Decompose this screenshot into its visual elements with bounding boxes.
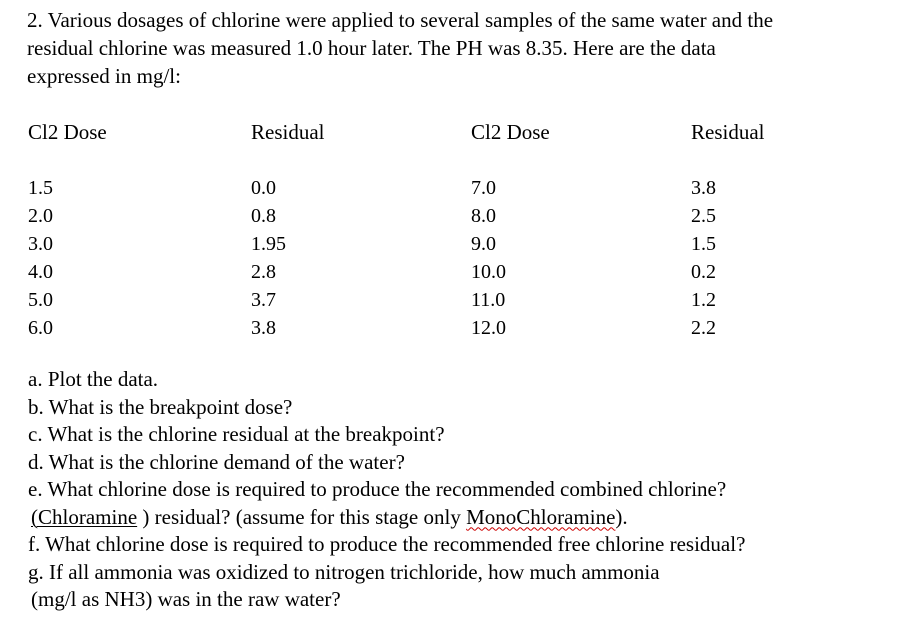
table-cell: 6.0 — [28, 317, 53, 339]
question-e-line-1: e. What chlorine dose is required to produce the recommended combined chlorine? — [28, 477, 727, 501]
table-cell: 1.5 — [28, 177, 53, 199]
column-residual-1 — [251, 174, 286, 342]
table-cell: 3.8 — [691, 177, 716, 199]
question-list — [28, 366, 745, 614]
table-cell: 0.8 — [251, 205, 276, 227]
table-cell: 1.95 — [251, 233, 286, 255]
table-cell: 5.0 — [28, 289, 53, 311]
question-c: c. What is the chlorine residual at the breakpoint? — [28, 422, 445, 446]
header-cl2-dose-1: Cl2 Dose — [28, 120, 107, 144]
header-residual-2: Residual — [691, 120, 765, 144]
table-cell: 0.2 — [691, 261, 716, 283]
table-cell: 3.7 — [251, 289, 276, 311]
intro-line-1: 2. Various dosages of chlorine were applied to several samples of the same water and the — [27, 8, 774, 32]
table-cell: 0.0 — [251, 177, 276, 199]
intro-line-3: expressed in mg/l: — [27, 64, 181, 88]
monochloramine-term: MonoChloramine — [466, 504, 616, 529]
question-g-line-1: g. If all ammonia was oxidized to nitrogen trichloride, how much ammonia — [28, 559, 660, 584]
table-cell: 2.0 — [28, 205, 53, 227]
question-a: a. Plot the data. — [28, 367, 159, 391]
question-e-middle: ) residual? (assume for this stage only — [137, 504, 467, 529]
column-cl2-dose-1 — [28, 174, 53, 342]
table-cell: 2.2 — [691, 317, 716, 339]
table-cell: 11.0 — [471, 289, 506, 311]
table-cell: 10.0 — [471, 261, 506, 283]
intro-line-2: residual chlorine was measured 1.0 hour later. The PH was 8.35. Here are the data — [27, 36, 716, 60]
table-cell: 3.8 — [251, 317, 276, 339]
table-cell: 1.2 — [691, 289, 716, 311]
question-d: d. What is the chlorine demand of the water? — [28, 449, 405, 474]
table-cell: 1.5 — [691, 233, 716, 255]
header-residual-1: Residual — [251, 120, 325, 144]
table-cell: 8.0 — [471, 205, 496, 227]
question-e-line-2 — [28, 504, 745, 532]
header-cl2-dose-2: Cl2 Dose — [471, 120, 550, 144]
open-paren: ( — [31, 504, 38, 529]
question-g-line-2: (mg/l as NH3) was in the raw water? — [31, 587, 341, 611]
table-cell: 4.0 — [28, 261, 53, 283]
table-cell: 2.5 — [691, 205, 716, 227]
question-f: f. What chlorine dose is required to produce the recommended free chlorine residual? — [28, 532, 746, 556]
table-cell: 9.0 — [471, 233, 496, 255]
column-cl2-dose-2 — [471, 174, 506, 342]
chloramine-word: Chloramine — [38, 504, 138, 529]
question-b: b. What is the breakpoint dose? — [28, 394, 293, 419]
table-cell: 12.0 — [471, 317, 506, 339]
problem-statement — [27, 6, 907, 90]
question-e-close: ). — [615, 504, 628, 529]
table-cell: 3.0 — [28, 233, 53, 255]
table-cell: 7.0 — [471, 177, 496, 199]
table-cell: 2.8 — [251, 261, 276, 283]
column-residual-2 — [691, 174, 716, 342]
chloramine-term — [31, 505, 137, 529]
